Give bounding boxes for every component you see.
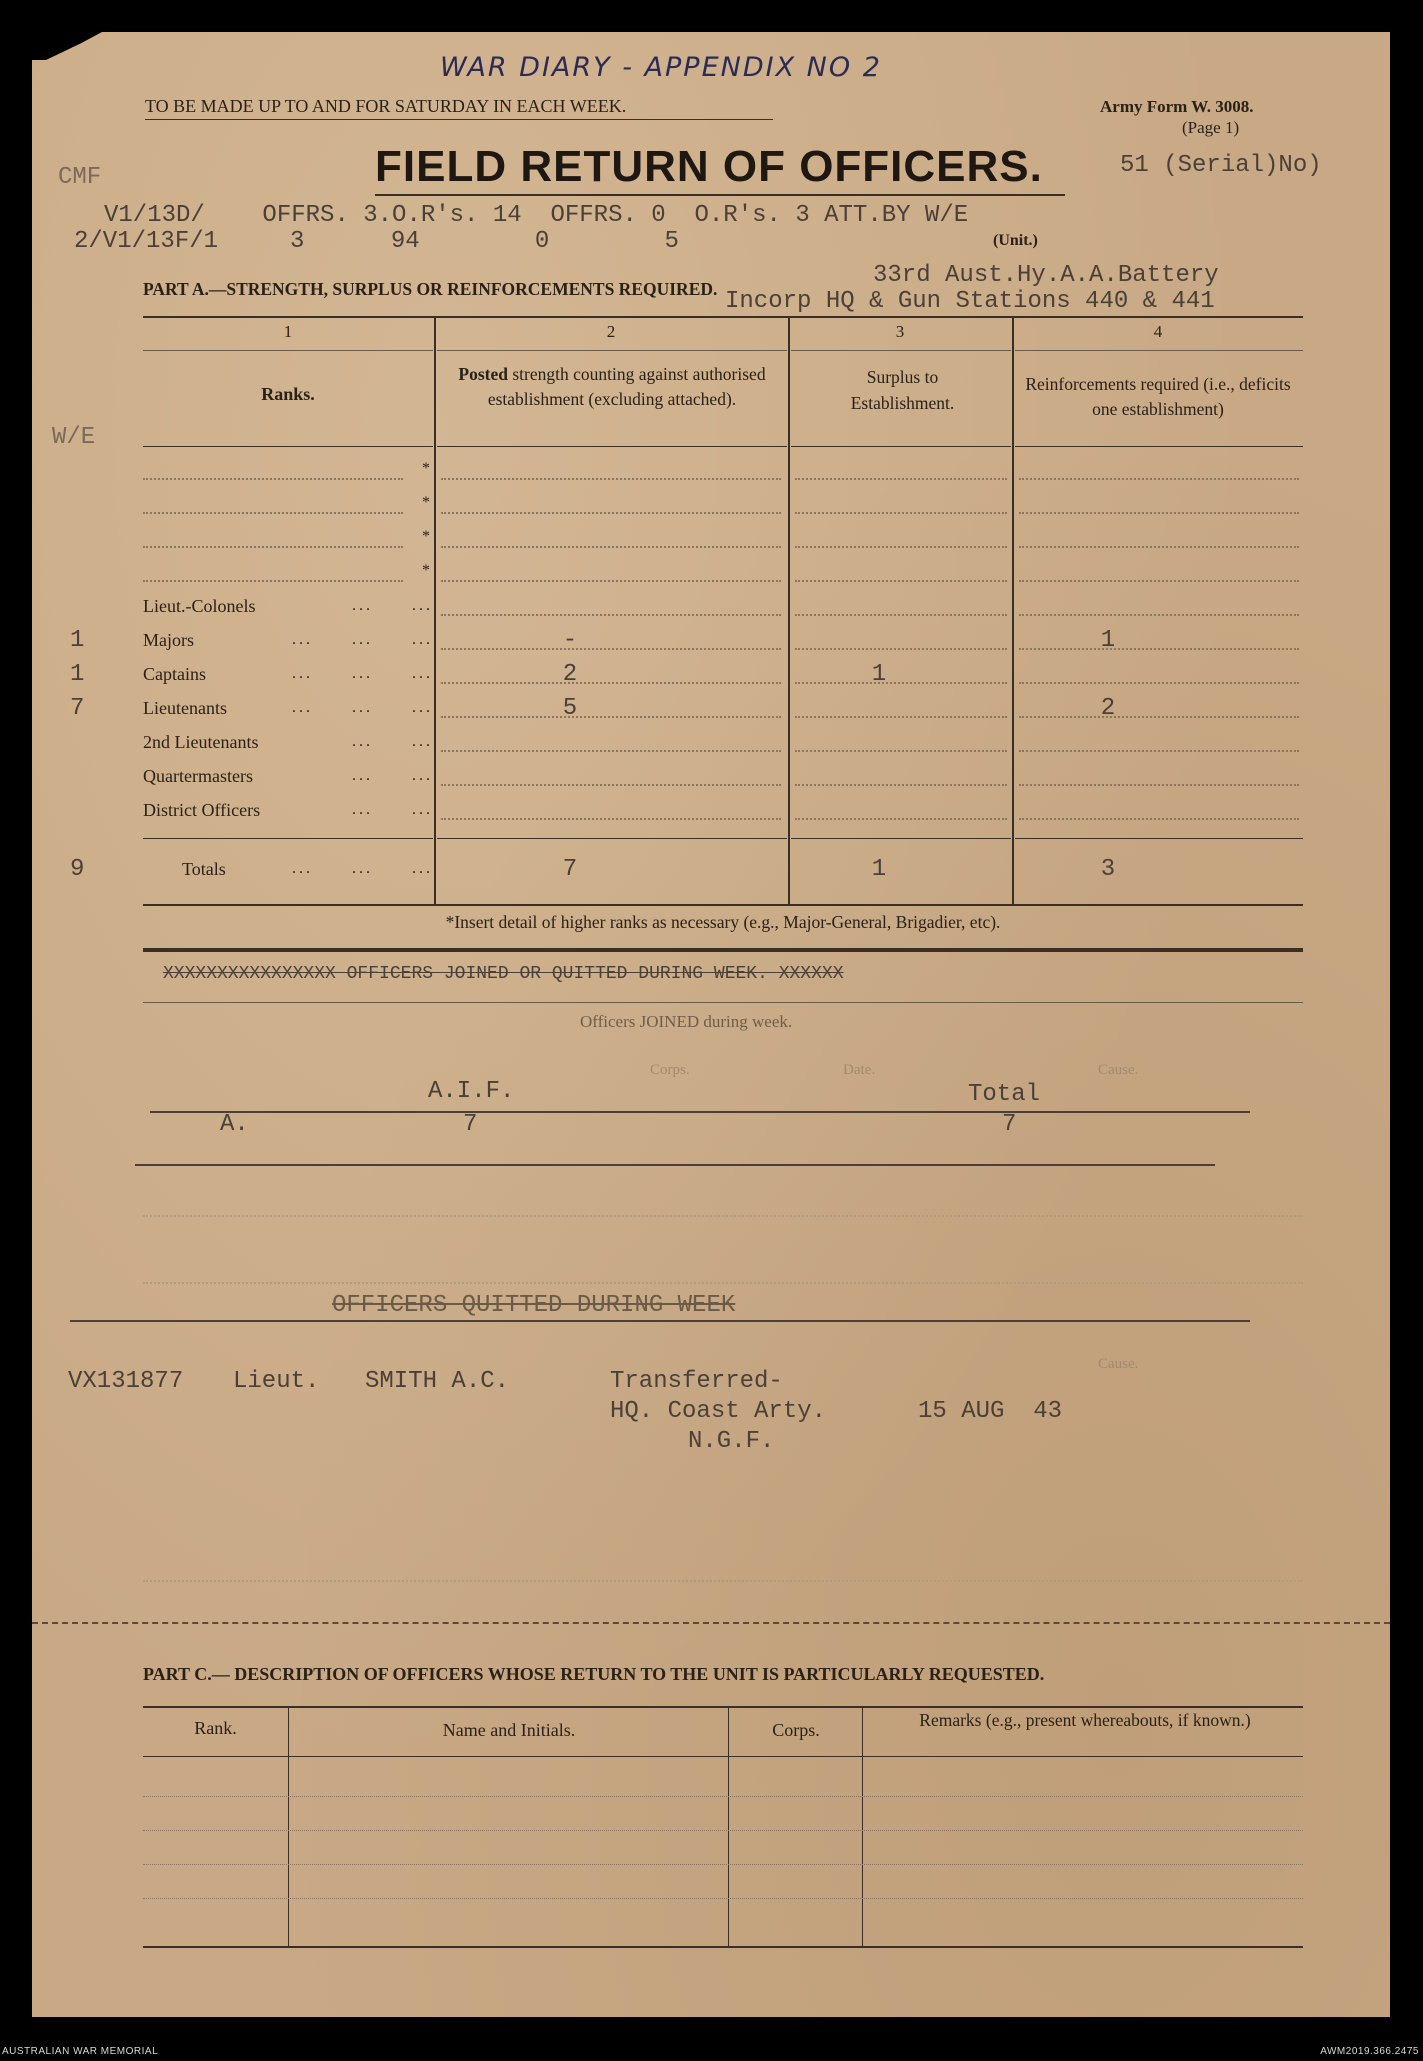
joined-col-corps: Corps. — [650, 1062, 690, 1078]
col-4-number: 4 — [1153, 322, 1163, 341]
row-line — [795, 478, 1007, 480]
part-c-divider-1 — [288, 1708, 289, 1948]
leader-dots: ... — [412, 767, 433, 784]
reinf-header-rule — [1015, 446, 1303, 447]
col-3-number: 3 — [895, 322, 905, 341]
part-b-heading: XXXXXXXXXXXXXXXX OFFICERS JOINED OR QUITTED DURING WEEK. XXXXXX — [163, 964, 844, 984]
row-line — [441, 750, 781, 752]
rank-label: Lieutenants — [143, 698, 227, 718]
col-divider-3 — [1012, 318, 1014, 906]
star-row-line — [143, 580, 403, 582]
leader-dots: ... — [352, 665, 373, 682]
form-number: Army Form W. 3008. — [1100, 97, 1254, 116]
row-line — [1019, 478, 1299, 480]
star-mark: * — [422, 528, 430, 545]
star-row-line — [143, 512, 403, 514]
leader-dots: ... — [292, 860, 313, 877]
totals-label: Totals — [182, 859, 226, 879]
joined-row-aif-value: 7 — [463, 1111, 478, 1138]
joined-row-a: A. — [220, 1111, 249, 1138]
quitted-date: 15 AUG 43 — [918, 1398, 1063, 1425]
part-a-footnote: *Insert detail of higher ranks as necessary (e.g., Major-General, Brigadier, etc). — [445, 912, 1001, 932]
row-line — [795, 818, 1007, 820]
ranks-header-rule — [143, 446, 433, 447]
form-title: FIELD RETURN OF OFFICERS. — [375, 142, 1043, 191]
row-line — [441, 478, 781, 480]
row-line — [1019, 750, 1299, 752]
footer-credit-left: AUSTRALIAN WAR MEMORIAL — [2, 2046, 159, 2057]
part-a-top-rule — [143, 316, 1303, 318]
part-c-row-line — [143, 1830, 1303, 1831]
leader-dots: ... — [352, 733, 373, 750]
rank-label: District Officers — [143, 800, 261, 820]
joined-total-header: Total — [968, 1081, 1041, 1108]
posted-value: - — [562, 627, 578, 654]
blank-line — [143, 1215, 1303, 1217]
row-line — [1019, 512, 1299, 514]
leader-dots: ... — [352, 597, 373, 614]
we-side-label: W/E — [52, 424, 96, 451]
totals-top-rule — [1015, 838, 1303, 839]
row-line — [1019, 818, 1299, 820]
joined-row-total-value: 7 — [1002, 1111, 1017, 1138]
quitted-cause-line-2: HQ. Coast Arty. — [610, 1398, 827, 1425]
rank-label: Quartermasters — [143, 766, 253, 786]
posted-header-rule — [437, 446, 787, 447]
surplus-header-rule — [791, 446, 1011, 447]
we-value: 1 — [70, 627, 85, 654]
totals-top-rule — [437, 838, 787, 839]
part-c-col-remarks: Remarks (e.g., present whereabouts, if known.) — [919, 1710, 1251, 1730]
rank-label: Majors — [143, 630, 194, 650]
leader-dots: ... — [352, 767, 373, 784]
leader-dots: ... — [352, 631, 373, 648]
leader-dots: ... — [292, 631, 313, 648]
totals-top-rule — [791, 838, 1011, 839]
leader-dots: ... — [412, 860, 433, 877]
col-divider-1 — [434, 318, 436, 906]
we-value: 7 — [70, 695, 85, 722]
cmf-mark: CMF — [58, 164, 102, 191]
row-line — [795, 512, 1007, 514]
row-line — [795, 580, 1007, 582]
star-row-line — [143, 478, 403, 480]
typed-strength-line-1: V1/13D/ OFFRS. 3.O.R's. 14 OFFRS. 0 O.R's. 3 ATT.BY W/E — [104, 202, 969, 229]
leader-dots: ... — [412, 597, 433, 614]
part-c-heading: PART C.— DESCRIPTION OF OFFICERS WHOSE RETURN TO THE UNIT IS PARTICULARLY REQUESTED. — [143, 1664, 1045, 1684]
row-line — [795, 750, 1007, 752]
totals-top-rule — [143, 838, 433, 839]
surplus-value: 1 — [871, 661, 887, 688]
rank-label: 2nd Lieutenants — [143, 732, 259, 752]
quitted-cause-line-3: N.G.F. — [688, 1428, 775, 1455]
posted-value: 5 — [562, 695, 578, 722]
leader-dots: ... — [412, 665, 433, 682]
totals-surplus-value: 1 — [871, 856, 887, 883]
col-divider-2 — [788, 318, 790, 906]
joined-col-date: Date. — [843, 1062, 876, 1078]
title-underline — [375, 194, 1065, 196]
leader-dots: ... — [412, 801, 433, 818]
col-3-number-rule — [791, 350, 1011, 351]
row-line — [1019, 682, 1299, 684]
row-line — [795, 648, 1007, 650]
col-surplus-header: Surplus to Establishment. — [850, 367, 955, 413]
officer-name: SMITH A.C. — [365, 1368, 510, 1395]
star-mark: * — [422, 494, 430, 511]
officer-rank: Lieut. — [233, 1368, 320, 1395]
part-c-row-line — [143, 1796, 1303, 1797]
col-1-number: 1 — [283, 322, 293, 341]
part-c-header-rule — [143, 1756, 1303, 1757]
we-value: 1 — [70, 661, 85, 688]
unit-name-line-1: 33rd Aust.Hy.A.A.Battery — [873, 262, 1219, 289]
blank-line — [143, 1580, 1303, 1582]
joined-col-cause: Cause. — [1098, 1062, 1139, 1078]
unit-name-line-2: Incorp HQ & Gun Stations 440 & 441 — [725, 288, 1215, 315]
col-reinforcements-header: Reinforcements required (i.e., deficits one establishment) — [1025, 374, 1291, 419]
row-line — [795, 546, 1007, 548]
serial-number: 51 (Serial)No) — [1120, 152, 1322, 179]
part-c-row-line — [143, 1864, 1303, 1865]
part-c-divider-3 — [862, 1708, 863, 1948]
row-line — [795, 614, 1007, 616]
row-line — [1019, 784, 1299, 786]
rank-label: Lieut.-Colonels — [143, 596, 256, 616]
officer-number: VX131877 — [68, 1368, 184, 1395]
totals-posted-value: 7 — [562, 856, 578, 883]
col-2-number-rule — [437, 350, 787, 351]
quitted-cause-line-1: Transferred- — [610, 1368, 783, 1395]
posted-value: 2 — [562, 661, 578, 688]
row-line — [1019, 614, 1299, 616]
joined-aif-header: A.I.F. — [428, 1078, 515, 1105]
row-line — [1019, 546, 1299, 548]
part-a-heading: PART A.—STRENGTH, SURPLUS OR REINFORCEMENTS REQUIRED. — [143, 279, 718, 299]
joined-bottom-rule — [135, 1164, 1215, 1166]
leader-dots: ... — [412, 699, 433, 716]
row-line — [795, 716, 1007, 718]
page-number: (Page 1) — [1182, 118, 1240, 137]
part-c-row-line — [143, 1898, 1303, 1899]
col-ranks-header: Ranks. — [261, 384, 315, 404]
totals-reinforcements-value: 3 — [1100, 856, 1116, 883]
leader-dots: ... — [352, 860, 373, 877]
quitted-heading-rule — [70, 1320, 1250, 1322]
instruction-underline — [145, 119, 773, 120]
part-a-bottom-rule — [143, 904, 1303, 906]
col-posted-header-text: strength counting against authorised establishment (excluding attached). — [487, 364, 766, 409]
leader-dots: ... — [292, 699, 313, 716]
part-c-top-rule — [143, 1706, 1303, 1708]
typed-strength-line-2: 2/V1/13F/1 3 94 0 5 — [74, 228, 679, 255]
row-line — [441, 512, 781, 514]
part-c-col-name: Name and Initials. — [442, 1720, 576, 1740]
part-c-bottom-rule — [143, 1946, 1303, 1948]
col-4-number-rule — [1015, 350, 1303, 351]
col-posted-header-bold: Posted — [458, 364, 508, 384]
reinforcements-value: 2 — [1100, 695, 1116, 722]
row-line — [795, 784, 1007, 786]
quitted-heading: OFFICERS QUITTED DURING WEEK — [332, 1292, 736, 1319]
leader-dots: ... — [412, 733, 433, 750]
blank-line — [143, 1282, 1303, 1284]
star-mark: * — [422, 460, 430, 477]
joined-typed-rule — [150, 1111, 1250, 1113]
part-c-col-rank: Rank. — [194, 1718, 237, 1738]
part-c-divider-2 — [728, 1708, 729, 1948]
rank-label: Captains — [143, 664, 206, 684]
row-line — [441, 614, 781, 616]
unit-label: (Unit.) — [993, 232, 1038, 249]
row-line — [441, 784, 781, 786]
leader-dots: ... — [352, 801, 373, 818]
part-a-heavy-rule — [143, 948, 1303, 952]
totals-we-value: 9 — [70, 856, 85, 883]
row-line — [441, 580, 781, 582]
star-mark: * — [422, 562, 430, 579]
reinforcements-value: 1 — [1100, 627, 1116, 654]
instruction-text: TO BE MADE UP TO AND FOR SATURDAY IN EACH WEEK. — [145, 96, 627, 116]
row-line — [1019, 580, 1299, 582]
col-2-number: 2 — [606, 322, 616, 341]
row-line — [441, 546, 781, 548]
footer-credit-right: AWM2019.366.2475 — [1320, 2046, 1419, 2057]
handwritten-title: WAR DIARY - APPENDIX NO 2 — [440, 52, 882, 83]
leader-dots: ... — [352, 699, 373, 716]
star-row-line — [143, 546, 403, 548]
col-1-number-rule — [143, 350, 433, 351]
joined-heading: Officers JOINED during week. — [580, 1012, 793, 1031]
leader-dots: ... — [412, 631, 433, 648]
row-line — [441, 818, 781, 820]
col-posted-header — [440, 362, 784, 412]
part-b-heading-rule — [143, 1002, 1303, 1003]
perforation-line — [32, 1622, 1390, 1624]
quitted-col-cause: Cause. — [1098, 1356, 1139, 1372]
part-c-col-corps: Corps. — [772, 1720, 820, 1740]
leader-dots: ... — [292, 665, 313, 682]
